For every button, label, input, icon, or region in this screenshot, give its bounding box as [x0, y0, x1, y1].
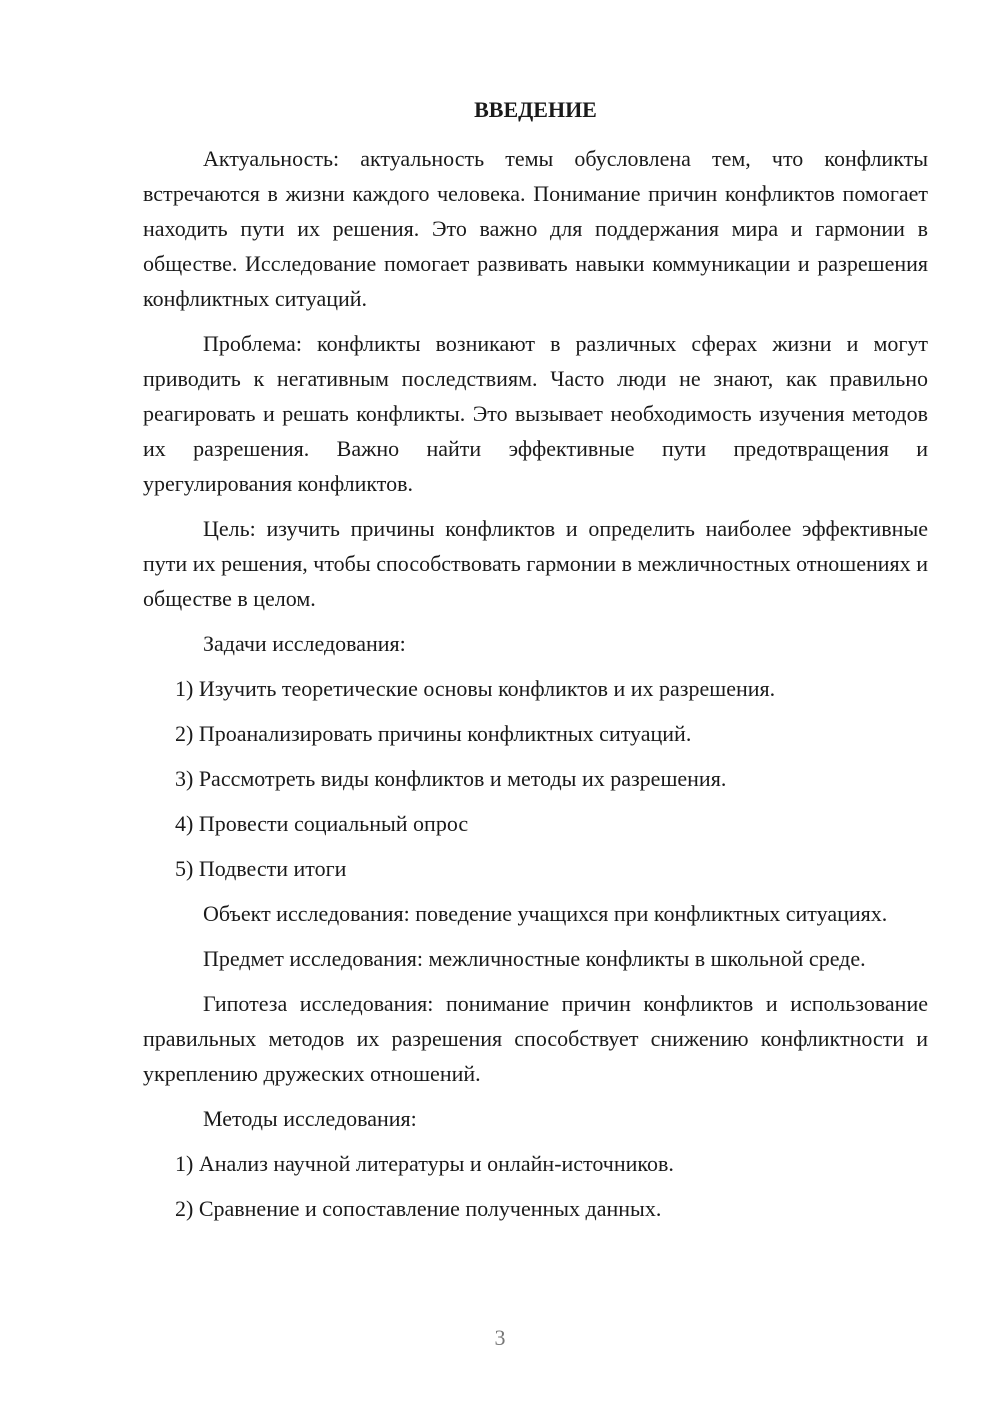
tasks-list	[143, 671, 928, 886]
hypothesis-paragraph: Гипотеза исследования: понимание причин конфликтов и использование правильных методов их разрешения способствует снижению конфликтности и укреплению дружеских отношений.	[143, 991, 928, 1086]
problem-paragraph: Проблема: конфликты возникают в различных сферах жизни и могут приводить к негативным последствиям. Часто люди не знают, как правильно реагировать и решать конфликты. Это вызывает необходимость изучения методов их разрешения. Важно найти эффективные пути предотвращения и урегулирования конфликтов.	[143, 331, 928, 496]
page-number: 3	[494, 1325, 506, 1350]
tasks-heading: Задачи исследования:	[203, 631, 406, 656]
list-item: 5) Подвести итоги	[175, 856, 347, 881]
methods-list	[143, 1146, 928, 1226]
list-item: 1) Анализ научной литературы и онлайн-источников.	[175, 1151, 674, 1176]
list-item: 4) Провести социальный опрос	[175, 811, 469, 836]
list-item: 2) Проанализировать причины конфликтных ситуаций.	[175, 721, 692, 746]
list-item: 1) Изучить теоретические основы конфликтов и их разрешения.	[175, 676, 776, 701]
page-title: ВВЕДЕНИЕ	[474, 97, 597, 122]
goal-paragraph: Цель: изучить причины конфликтов и определить наиболее эффективные пути их решения, чтобы способствовать гармонии в межличностных отношениях и обществе в целом.	[143, 516, 928, 611]
list-item: 2) Сравнение и сопоставление полученных данных.	[175, 1196, 662, 1221]
list-item: 3) Рассмотреть виды конфликтов и методы их разрешения.	[175, 766, 727, 791]
object-paragraph: Объект исследования: поведение учащихся при конфликтных ситуациях.	[203, 901, 888, 926]
actuality-paragraph: Актуальность: актуальность темы обусловлена тем, что конфликты встречаются в жизни каждого человека. Понимание причин конфликтов помогает находить пути их решения. Это важно для поддержания мира и гармонии в обществе. Исследование помогает развивать навыки коммуникации и разрешения конфликтных ситуаций.	[143, 146, 928, 311]
subject-paragraph: Предмет исследования: межличностные конфликты в школьной среде.	[203, 946, 866, 971]
methods-heading: Методы исследования:	[203, 1106, 417, 1131]
document-page	[143, 96, 928, 1236]
